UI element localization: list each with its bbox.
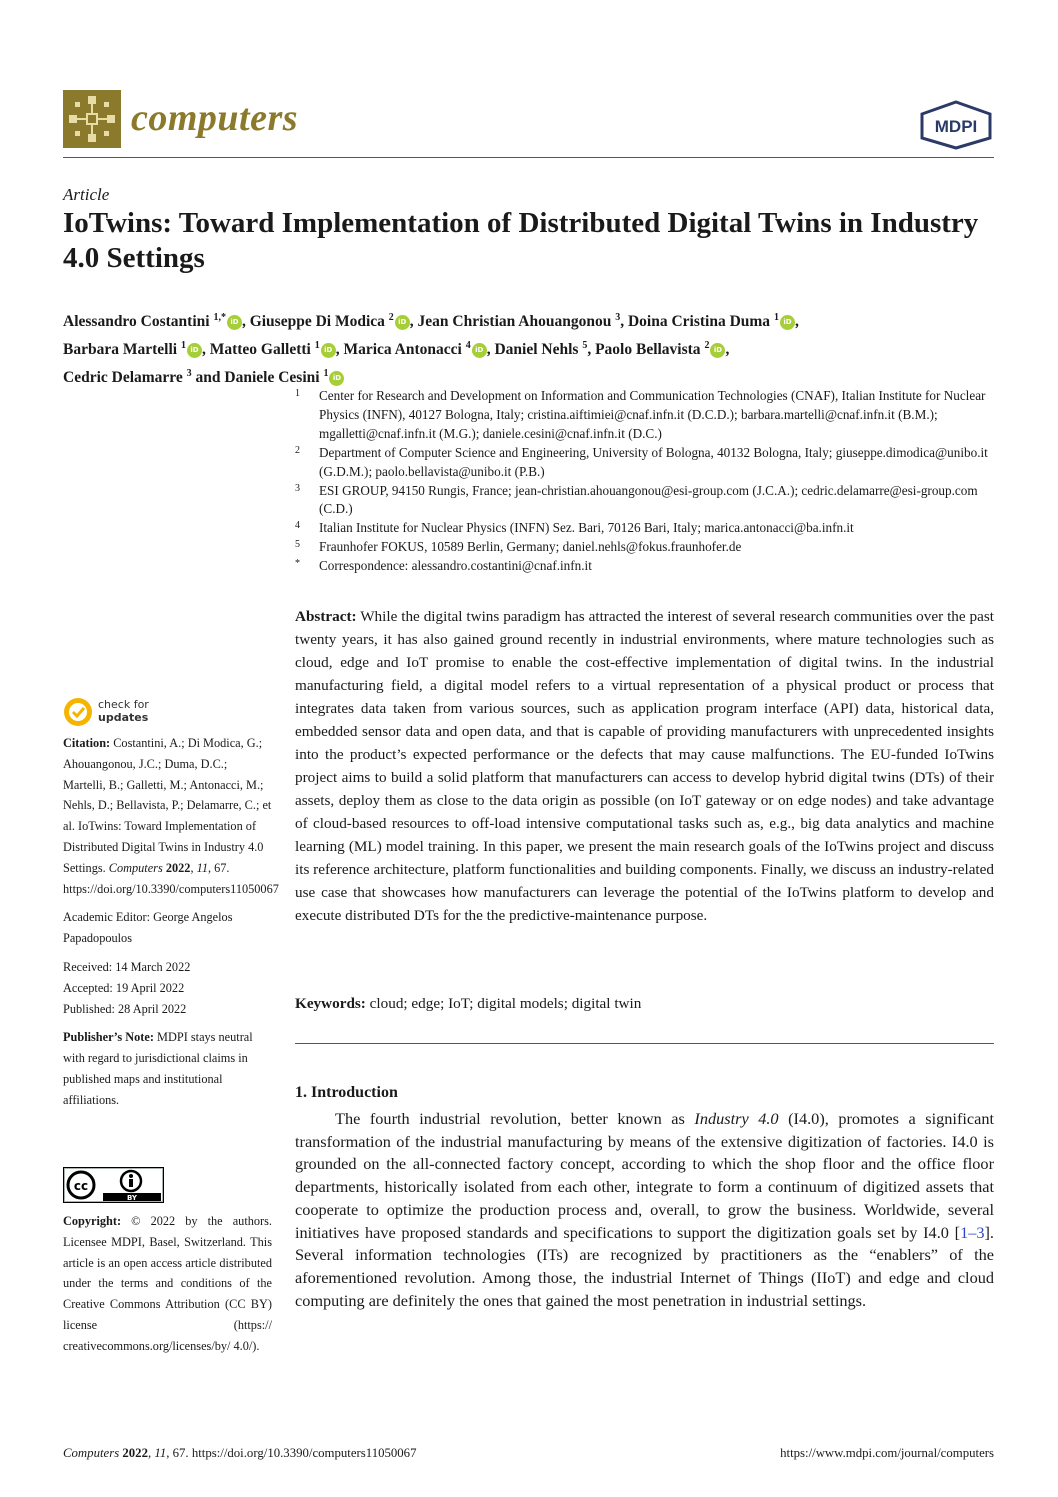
intro-text-part2: (I4.0), promotes a significant transformation of the industrial manufacturing by means of the extensive digitization of factories. I4.0 is grounded on the all-connected factory concept, according to which the shop floor and the office floor departments, historically isolated from each other, integrate to form a continuum of digitized assets that cooperate to optimize the production process and, overall, to grow the business. Worldwide, several initiatives have proposed standards and specifications to support the digitization goals set by I4.0 [ — [295, 1109, 995, 1242]
citation-block: Citation: Costantini, A.; Di Modica, G.; Ahouangonou, J.C.; Duma, D.C.; Martelli, B.; Galletti, M.; Antonacci, M.; Nehls, D.; Bellavista, P.; Delamarre, C.; et al. IoTwins: Toward Implementation of Distributed Digital Twins in Industry 4.0 Settings. Computers 2022, 11, 67. https://doi.org/10.3390/computers11050067 — [63, 736, 279, 896]
author-separator: , — [201, 341, 210, 359]
affiliation-item — [295, 482, 994, 520]
affiliation-text: Department of Computer Science and Engineering, University of Bologna, 40132 Bologna, Italy; giuseppe.dimodica@unibo.it (G.D.M.); paolo.bellavista@unibo.it (P.B.) — [319, 444, 988, 479]
published-date: Published: 28 April 2022 — [63, 1001, 187, 1016]
author-separator: , — [335, 341, 344, 359]
keywords-label: Keywords: — [295, 995, 366, 1012]
introduction-paragraph — [295, 1108, 994, 1312]
author-list — [63, 306, 994, 390]
author-name: Alessandro Costantini — [63, 313, 210, 331]
intro-text-part3: ]. Several information technologies (ITs) are recognized by practitioners as the “enablers” of the aforementioned revolution. Among those, the industrial Internet of Things (IIoT) and edge and cloud computing are definitely the ones that gained the most penetration in industrial settings. — [295, 1222, 994, 1310]
author-affiliation-mark: 2 — [388, 312, 394, 323]
accepted-date: Accepted: 19 April 2022 — [63, 980, 185, 995]
author — [63, 341, 210, 358]
orcid-icon[interactable]: iD — [329, 371, 344, 386]
author-separator: , — [486, 341, 495, 359]
section-heading: 1. Introduction — [295, 1084, 398, 1101]
affiliation-number: 2 — [295, 444, 300, 456]
intro-text-part1: The fourth industrial revolution, better known as — [335, 1109, 695, 1128]
sidebar — [63, 733, 279, 1111]
author-affiliation-mark: 1,* — [213, 312, 226, 323]
author — [494, 341, 595, 358]
author — [418, 313, 628, 330]
author-affiliation-mark: 1 — [180, 340, 186, 352]
header-divider — [63, 157, 994, 158]
intro-italic-term: Industry 4.0 — [694, 1109, 779, 1128]
author-name: Matteo Galletti — [209, 341, 311, 359]
check-updates-icon — [63, 697, 93, 727]
author-affiliation-mark: 3 — [186, 368, 192, 380]
author-separator: , — [409, 313, 418, 331]
citation-link[interactable]: 1 — [960, 1222, 969, 1242]
citation-text: Costantini, A.; Di Modica, G.; Ahouangonou, J.C.; Duma, D.C.; Martelli, B.; Galletti, M.; Antonacci, M.; Nehls, D.; Bellavista, P.; Delamarre, C.; et al. IoTwins: Toward Implementation of Distributed Digital Twins in Industry 4.0 Settings. — [63, 736, 272, 875]
author-separator: , — [241, 313, 250, 331]
author-name: Paolo Bellavista — [595, 341, 701, 359]
copyright-notice — [63, 1211, 272, 1357]
check-for-updates-button[interactable] — [63, 697, 203, 727]
footer-doi[interactable]: , 67. https://doi.org/10.3390/computers11050067 — [166, 1446, 417, 1460]
affiliation-text: Italian Institute for Nuclear Physics (INFN) Sez. Bari, 70126 Bari, Italy; marica.antonacci@ba.infn.it — [319, 520, 854, 536]
affiliation-item — [295, 444, 994, 482]
keywords-text: cloud; edge; IoT; digital models; digital twin — [369, 995, 642, 1012]
footer-volume: 11 — [154, 1446, 167, 1460]
abstract-text: While the digital twins paradigm has attracted the interest of several research communities over the past twenty years, it has also gained ground recently in industrial environments, where mature technologies such as cloud, edge and IoT promise to enable the cost-effective implementation of digital twins. In the industrial manufacturing field, a digital model refers to a virtual representation of a physical product or process that integrates data taken from various sources, such as application program interface (API) data, historical data, embedded sensor data and open data, and that is capable of providing manufacturers with unprecedented insights into the product’s expected performance or the defects that may cause malfunctions. The EU-funded IoTwins project aims to build a solid platform that manufacturers can access to develop hybrid digital twins (DTs) of their assets, deploy them as close to the data origin as possible (on IoT gateway or on edge nodes) and take advantage of cloud-based resources to off-load intensive computational tasks such as, e.g., big data analytics and machine learning (ML) model training. In this paper, we present the main research goals of the IoTwins project and discuss its reference architecture, platform functionalities and building components. Finally, we discuss an industry-related use case that showcases how manufacturers can leverage the potential of the IoTwins platform to develop and execute distributed DTs for the the predictive-maintenance purpose. — [295, 608, 994, 924]
publisher-note-label: Publisher’s Note: — [63, 1030, 154, 1045]
author-name: Doina Cristina Duma — [627, 313, 771, 331]
svg-text:cc: cc — [73, 1179, 89, 1193]
journal-logo-icon — [63, 90, 121, 148]
publisher-note-text: MDPI stays neutral with regard to jurisdictional claims in published maps and institutional affiliations. — [63, 1030, 253, 1107]
affiliation-item — [295, 387, 994, 444]
citation-label: Citation: — [63, 736, 111, 750]
author-affiliation-mark: 5 — [582, 340, 588, 352]
affiliation-item — [295, 557, 994, 576]
orcid-icon[interactable]: iD — [227, 315, 242, 330]
orcid-icon[interactable]: iD — [395, 315, 410, 330]
author-affiliation-mark: 1 — [314, 340, 320, 352]
orcid-icon[interactable]: iD — [187, 343, 202, 358]
citation-year: 2022 — [165, 860, 191, 875]
affiliation-text: Correspondence: alessandro.costantini@cnaf.infn.it — [319, 558, 592, 574]
check-updates-line1: check for — [98, 698, 149, 711]
received-date: Received: 14 March 2022 — [63, 959, 191, 974]
section-divider — [295, 1043, 994, 1044]
author — [63, 313, 250, 330]
author-name: Jean Christian Ahouangonou — [417, 313, 612, 331]
abstract — [295, 605, 994, 927]
footer-year: 2022 — [122, 1446, 148, 1460]
abstract-label: Abstract: — [295, 608, 357, 625]
citation-dash: – — [968, 1222, 977, 1242]
journal-name: computers — [131, 97, 299, 139]
author-separator: , — [794, 313, 799, 331]
affiliation-list — [295, 387, 994, 576]
orcid-icon[interactable]: iD — [321, 343, 336, 358]
author — [224, 369, 344, 386]
author-name: Cedric Delamarre — [63, 369, 183, 387]
publisher-note — [63, 1027, 272, 1110]
author-separator: , — [725, 341, 730, 359]
citation-link[interactable]: 3 — [976, 1222, 985, 1242]
footer-journal-url[interactable]: https://www.mdpi.com/journal/computers — [780, 1446, 994, 1460]
cc-by-label: BY — [126, 1194, 138, 1202]
mdpi-logo-text: MDPI — [934, 117, 978, 136]
article-title: IoTwins: Toward Implementation of Distributed Digital Twins in Industry 4.0 Settings — [63, 207, 979, 274]
author — [250, 313, 418, 330]
article-type: Article — [63, 185, 110, 204]
cc-by-license-icon[interactable] — [63, 1167, 164, 1203]
check-updates-label — [98, 698, 149, 724]
footer-citation: Computers 2022, 11, 67. https://doi.org/10.3390/computers11050067 — [63, 1446, 417, 1460]
orcid-icon[interactable]: iD — [472, 343, 487, 358]
author-affiliation-mark: 1 — [773, 312, 779, 323]
author — [595, 341, 729, 358]
affiliation-text: Fraunhofer FOKUS, 10589 Berlin, Germany; daniel.nehls@fokus.fraunhofer.de — [319, 539, 742, 555]
author-name: Barbara Martelli — [63, 341, 178, 359]
orcid-icon[interactable]: iD — [710, 343, 725, 358]
author-name: Daniel Nehls — [494, 341, 579, 359]
affiliation-item — [295, 538, 994, 557]
affiliation-text: ESI GROUP, 94150 Rungis, France; jean-christian.ahouangonou@esi-group.com (J.C.A.); cedric.delamarre@esi-group.com (C.D.) — [319, 482, 978, 517]
copyright-text: © 2022 by the authors. Licensee MDPI, Basel, Switzerland. This article is an open access article distributed under the terms and conditions of the Creative Commons Attribution (CC BY) license (https:// creativecommons.org/licenses/by/ 4.0/). — [63, 1214, 272, 1353]
affiliation-text: Center for Research and Development on Information and Communication Technologies (CNAF), Italian Institute for Nuclear Physics (INFN), 40127 Bologna, Italy; cristina.aiftimiei@cnaf.infn.it (D.C.D.); barbara.martelli@cnaf.infn.it (B.M.); mgalletti@cnaf.infn.it (M.G.); daniele.cesini@cnaf.infn.it (D.C.) — [319, 388, 986, 441]
academic-editor: Academic Editor: George Angelos Papadopoulos — [63, 910, 233, 946]
affiliation-number: 5 — [295, 539, 300, 551]
affiliation-item — [295, 519, 994, 538]
citation-journal: Computers — [108, 860, 163, 875]
author — [343, 341, 494, 358]
author-affiliation-mark: 4 — [465, 340, 471, 352]
author-separator: , — [587, 341, 596, 359]
footer-journal: Computers — [63, 1446, 120, 1460]
author-separator: and — [191, 369, 225, 387]
author — [210, 341, 344, 358]
author — [63, 369, 224, 386]
author-affiliation-mark: 2 — [704, 340, 710, 352]
citation-doi[interactable]: , 67. https://doi.org/10.3390/computers11050067 — [63, 860, 279, 896]
orcid-icon[interactable]: iD — [780, 315, 795, 330]
author-name: Daniele Cesini — [224, 369, 320, 387]
affiliation-number: 3 — [295, 482, 300, 494]
author — [628, 313, 799, 330]
author-name: Marica Antonacci — [343, 341, 462, 359]
keywords — [295, 995, 994, 1013]
author-name: Giuseppe Di Modica — [249, 313, 385, 331]
author-separator: , — [620, 313, 628, 331]
citation-volume: 11 — [196, 860, 208, 875]
author-affiliation-mark: 1 — [323, 368, 329, 380]
author-affiliation-mark: 3 — [615, 312, 621, 323]
mdpi-logo-icon — [918, 100, 994, 150]
affiliation-number: 1 — [295, 388, 300, 399]
copyright-label: Copyright: — [63, 1214, 122, 1228]
affiliation-number: 4 — [295, 520, 300, 532]
affiliation-number: * — [295, 558, 300, 570]
check-updates-line2: updates — [98, 711, 149, 724]
